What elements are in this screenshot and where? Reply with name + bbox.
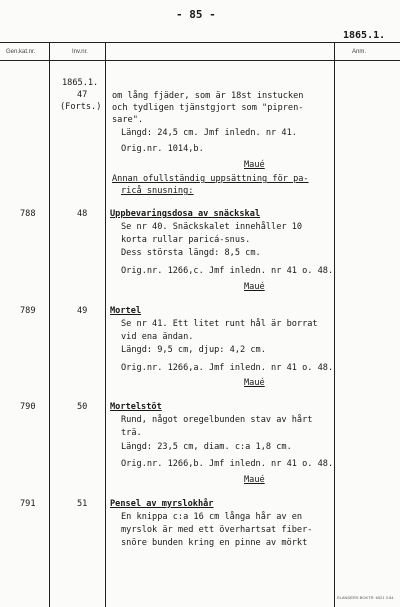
column-divider-3 [334,42,335,607]
entry-47-signature: Maué [244,160,265,170]
entry-47-dimensions: Längd: 24,5 cm. Jmf inledn. nr 41. [121,128,297,138]
printer-mark: ELANDERS BOKTR. 6021 3.54 [337,595,394,600]
header-top-rule [0,42,400,43]
entry-48-line-2: korta rullar paricá-snus. [121,235,251,245]
entry-51-line-3: snöre bunden kring en pinne av mörkt [121,538,308,548]
column-header-anm: Anm. [352,49,367,55]
entry-50-title: Mortelstöt [110,402,162,412]
entry-49-inv-nr: 49 [77,306,88,316]
entry-50-line-2: trä. [121,428,142,438]
column-header-gen-kat-nr: Gen.kat.nr. [6,49,36,55]
entry-48-inv-nr: 48 [77,209,88,219]
entry-49-gen-nr: 789 [20,306,36,316]
column-divider-2 [105,42,106,607]
entry-47-inv-nr: 47 [77,90,88,100]
entry-47-line-1: om lång fjäder, som är 18st instucken [112,91,304,101]
entry-50-inv-nr: 50 [77,402,88,412]
entry-49-line-1: Se nr 41. Ett litet runt hål är borrat [121,319,318,329]
entry-49-signature: Maué [244,378,265,388]
year-header: 1865.1. [343,30,386,41]
entry-50-signature: Maué [244,475,265,485]
entry-47-line-2: och tydligen tjänstgjort som "pipren- [112,103,304,113]
entry-47-year: 1865.1. [62,78,99,88]
section-title-line-1: Annan ofullständig uppsättning för pa- [112,174,309,184]
entry-50-gen-nr: 790 [20,402,36,412]
page-number: - 85 - [176,8,216,21]
entry-48-line-3: Dess största längd: 8,5 cm. [121,248,261,258]
entry-50-line-3: Längd: 23,5 cm, diam. c:a 1,8 cm. [121,442,292,452]
entry-51-line-1: En knippa c:a 16 cm långa hår av en [121,512,303,522]
entry-47-line-3: sare". [112,115,144,125]
entry-50-orig-nr: Orig.nr. 1266,b. Jmf inledn. nr 41 o. 48. [121,459,334,469]
column-divider-1 [49,42,50,607]
entry-51-title: Pensel av myrslokhår [110,499,214,509]
section-title-line-2: ricå snusning: [121,186,194,196]
entry-47-continued-note: (Forts.) [60,102,102,112]
column-header-inv-nr: Inv.nr. [72,49,88,55]
entry-48-line-1: Se nr 40. Snäckskalet innehåller 10 [121,222,303,232]
entry-47-orig-nr: Orig.nr. 1014,b. [121,144,204,154]
entry-50-line-1: Rund, något oregelbunden stav av hårt [121,415,313,425]
entry-51-line-2: myrslok är med ett överhartsat fiber- [121,525,313,535]
entry-51-gen-nr: 791 [20,499,36,509]
entry-48-orig-nr: Orig.nr. 1266,c. Jmf inledn. nr 41 o. 48. [121,266,334,276]
entry-48-signature: Maué [244,282,265,292]
entry-49-title: Mortel [110,306,142,316]
header-bottom-rule [0,60,400,61]
entry-49-line-3: Längd: 9,5 cm, djup: 4,2 cm. [121,345,266,355]
entry-51-inv-nr: 51 [77,499,88,509]
entry-48-title: Uppbevaringsdosa av snäckskal [110,209,261,219]
entry-49-line-2: vid ena ändan. [121,332,194,342]
entry-49-orig-nr: Orig.nr. 1266,a. Jmf inledn. nr 41 o. 48. [121,363,334,373]
entry-48-gen-nr: 788 [20,209,36,219]
